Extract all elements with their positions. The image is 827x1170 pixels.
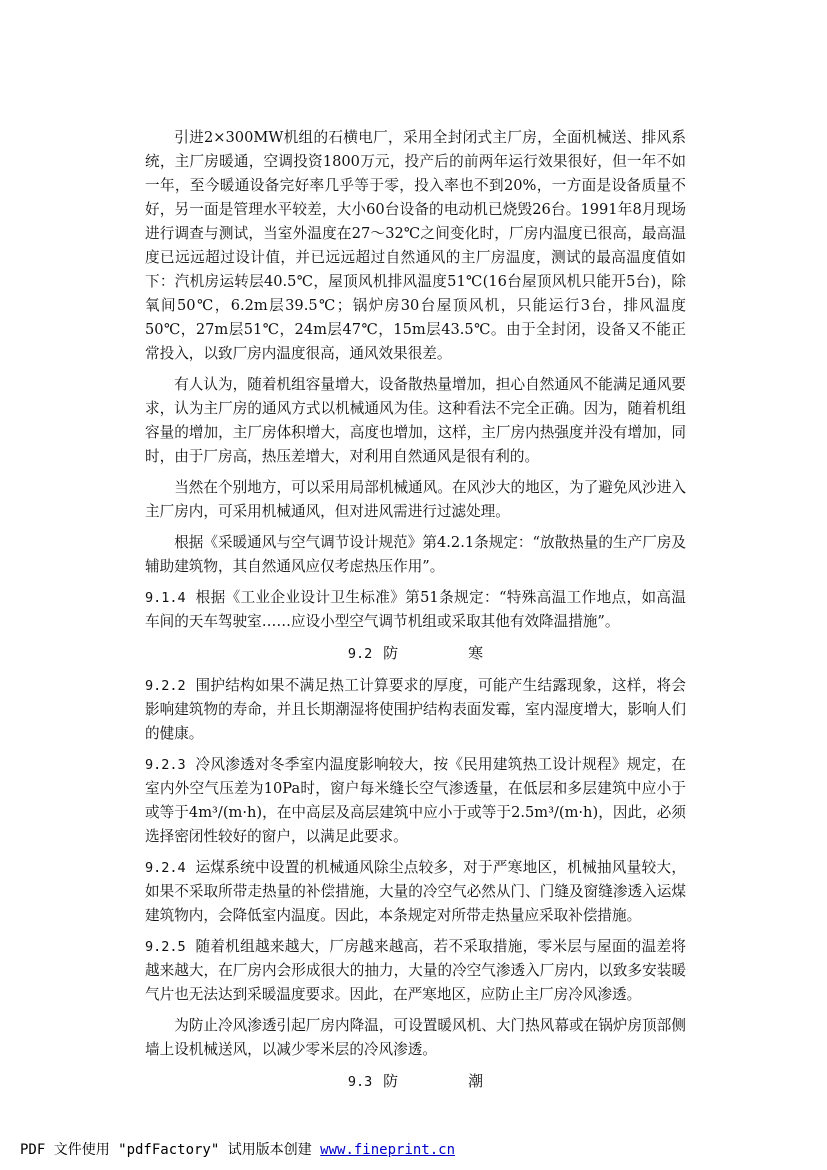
clause-text: 围护结构如果不满足热工计算要求的厚度，可能产生结露现象，这样，将会影响建筑物的寿命，并且长期潮湿将使围护结构表面发霉，室内湿度增大，影响人们的健康。 — [145, 677, 686, 742]
section-title-char: 寒 — [468, 644, 484, 662]
section-title-char: 潮 — [468, 1072, 484, 1090]
clause-text: 冷风渗透对冬季室内温度影响较大，按《民用建筑热工设计规程》规定，在室内外空气压差为10Pa时，窗户每米缝长空气渗透量，在低层和多层建筑中应小于或等于4m³/(m·h)，在中高层及高层建筑中应小于或等于2.5m³/(m·h)，因此，必须选择密闭性较好的窗户，以满足此要求。 — [145, 756, 686, 845]
section-number: 9.3 — [347, 1074, 373, 1090]
section-title-char: 防 — [383, 644, 399, 662]
paragraph-shiheng: 引进2×300MW机组的石横电厂，采用全封闭式主厂房，全面机械送、排风系统，主厂房暖通，空调投资1800万元，投产后的前两年运行效果很好，但一年不如一年，至今暖通设备完好率几乎等于零，投入率也不到20%，一方面是设备质量不好，另一面是管理水平较差，大小60台设备的电动机已烧毁26台。1991年8月现场进行调查与测试，当室外温度在27～32℃之间变化时，厂房内温度已很高，最高温度已远远超过设计值，并已远远超过自然通风的主厂房温度，测试的最高温度值如下：汽机房运转层40.5℃，屋顶风机排风温度51℃(16台屋顶风机只能开5台)，除氧间50℃，6.2m层39.5℃；锅炉房30台屋顶风机，只能运行3台，排风温度50℃，27m层51℃，24m层47℃，15m层43.5℃。由于全封闭，设备又不能正常投入，以致厂房内温度很高，通风效果很差。 — [145, 129, 686, 362]
section-heading-9-3 — [145, 1069, 686, 1094]
fineprint-link[interactable]: www.fineprint.cn — [320, 1142, 456, 1158]
section-number: 9.2 — [347, 646, 373, 662]
clause-9-2-3 — [145, 753, 686, 849]
section-title-char: 防 — [383, 1072, 399, 1090]
clause-text: 根据《工业企业设计卫生标准》第51条规定：“特殊高温工作地点，如高温车间的天车驾驶室……应设小型空气调节机组或采取其他有效降温措施”。 — [145, 589, 686, 630]
clause-text: 随着机组越来越大，厂房越来越高，若不采取措施，零米层与屋面的温差将越来越大，在厂房内会形成很大的抽力，大量的冷空气渗透入厂房内，以致多安装暖气片也无法达到采暖温度要求。因此，在严寒地区，应防止主厂房冷风渗透。 — [145, 938, 686, 1003]
clause-number: 9.2.2 — [145, 678, 186, 694]
clause-number: 9.2.3 — [145, 757, 186, 773]
paragraph-code-reference: 根据《采暖通风与空气调节设计规范》第4.2.1条规定：“放散热量的生产厂房及辅助建筑物，其自然通风应仅考虑热压作用”。 — [145, 534, 686, 575]
paragraph-local-ventilation: 当然在个别地方，可以采用局部机械通风。在风沙大的地区，为了避免风沙进入主厂房内，可采用机械通风，但对进风需进行过滤处理。 — [145, 479, 686, 520]
document-body — [145, 126, 686, 1102]
clause-number: 9.2.4 — [145, 860, 186, 876]
clause-number: 9.1.4 — [145, 590, 186, 606]
section-heading-9-2 — [145, 641, 686, 666]
pdf-footer — [20, 1139, 455, 1159]
footer-text: PDF 文件使用 "pdfFactory" 试用版本创建 — [20, 1142, 321, 1158]
clause-9-2-2 — [145, 674, 686, 746]
paragraph-cold-air-prevention: 为防止冷风渗透引起厂房内降温，可设置暖风机、大门热风幕或在锅炉房顶部侧墙上设机械送风，以减少零米层的冷风渗透。 — [145, 1017, 686, 1058]
clause-number: 9.2.5 — [145, 939, 186, 955]
paragraph-opinion: 有人认为，随着机组容量增大，设备散热量增加，担心自然通风不能满足通风要求，认为主厂房的通风方式以机械通风为佳。这种看法不完全正确。因为，随着机组容量的增加，主厂房体积增大，高度也增加，这样，主厂房内热强度并没有增加，同时，由于厂房高，热压差增大，对利用自然通风是很有利的。 — [145, 376, 686, 465]
clause-text: 运煤系统中设置的机械通风除尘点较多，对于严寒地区，机械抽风量较大，如果不采取所带走热量的补偿措施，大量的冷空气必然从门、门缝及窗缝渗透入运煤建筑物内，会降低室内温度。因此，本条规定对所带走热量应采取补偿措施。 — [145, 859, 686, 924]
clause-9-2-4 — [145, 856, 686, 928]
clause-9-2-5 — [145, 935, 686, 1007]
clause-9-1-4 — [145, 586, 686, 634]
